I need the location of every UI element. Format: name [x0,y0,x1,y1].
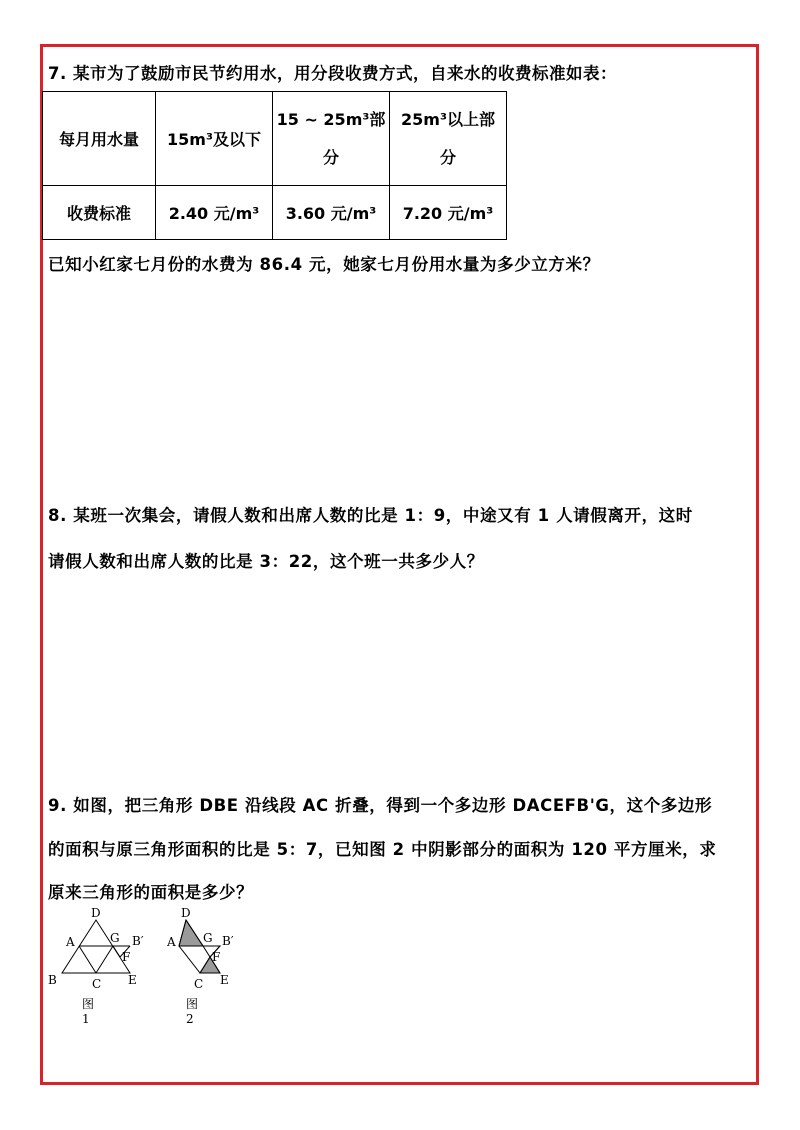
q9-line2: 的面积与原三角形面积的比是 5：7，已知图 2 中阴影部分的面积为 120 平方厘米，求 [48,840,717,859]
fig1-label-b1: B′ [132,934,144,948]
figure-2-drawing [179,920,220,973]
fig2-label-c: C [194,977,204,991]
tier3-line2: 分 [439,147,456,167]
fig2-label-e: E [220,973,229,987]
table-cell-rate3: 7.20 元/m³ [390,186,507,240]
q9-line3: 原来三角形的面积是多少？ [48,883,254,902]
fig2-label-f: F [212,950,221,964]
q8-line2: 请假人数和出席人数的比是 3：22，这个班一共多少人？ [48,552,484,571]
table-header-rate: 收费标准 [43,186,156,240]
q8-line1: 8. 某班一次集会，请假人数和出席人数的比是 1：9，中途又有 1 人请假离开，这时 [48,506,693,525]
table-cell-tier3 [390,92,507,186]
fig2-label-g: G [203,931,213,945]
tier2-line1: 15 ~ 25m³部 [276,109,386,129]
q9-line1: 9. 如图，把三角形 DBE 沿线段 AC 折叠，得到一个多边形 DACEFB'G，这个多边形 [48,796,713,815]
fig1-caption: 图1 [82,997,95,1026]
geometry-figures [44,905,274,1015]
table-cell-tier2 [273,92,390,186]
q7-question: 已知小红家七月份的水费为 86.4 元，她家七月份用水量为多少立方米？ [48,255,600,274]
fig2-label-b1: B′ [222,934,234,948]
fig2-caption: 图2 [186,997,199,1026]
table-header-usage: 每月用水量 [43,92,156,186]
table-cell-rate2: 3.60 元/m³ [273,186,390,240]
fig1-label-d: D [91,906,101,920]
fig1-label-e: E [128,973,137,987]
table-cell-rate1: 2.40 元/m³ [156,186,273,240]
tier3-line1: 25m³以上部 [401,109,495,129]
fig2-label-d: D [181,906,191,920]
fig1-label-c: C [92,977,102,991]
fig1-label-f: F [122,950,131,964]
table-cell-tier1: 15m³及以下 [156,92,273,186]
q7-title: 7. 某市为了鼓励市民节约用水，用分段收费方式，自来水的收费标准如表： [48,64,617,83]
tier2-line2: 分 [322,147,339,167]
fig2-label-a: A [167,935,176,949]
water-rate-table [42,91,507,240]
fig1-label-b: B [48,973,57,987]
fig1-label-a: A [66,935,75,949]
fig1-label-g: G [110,931,120,945]
